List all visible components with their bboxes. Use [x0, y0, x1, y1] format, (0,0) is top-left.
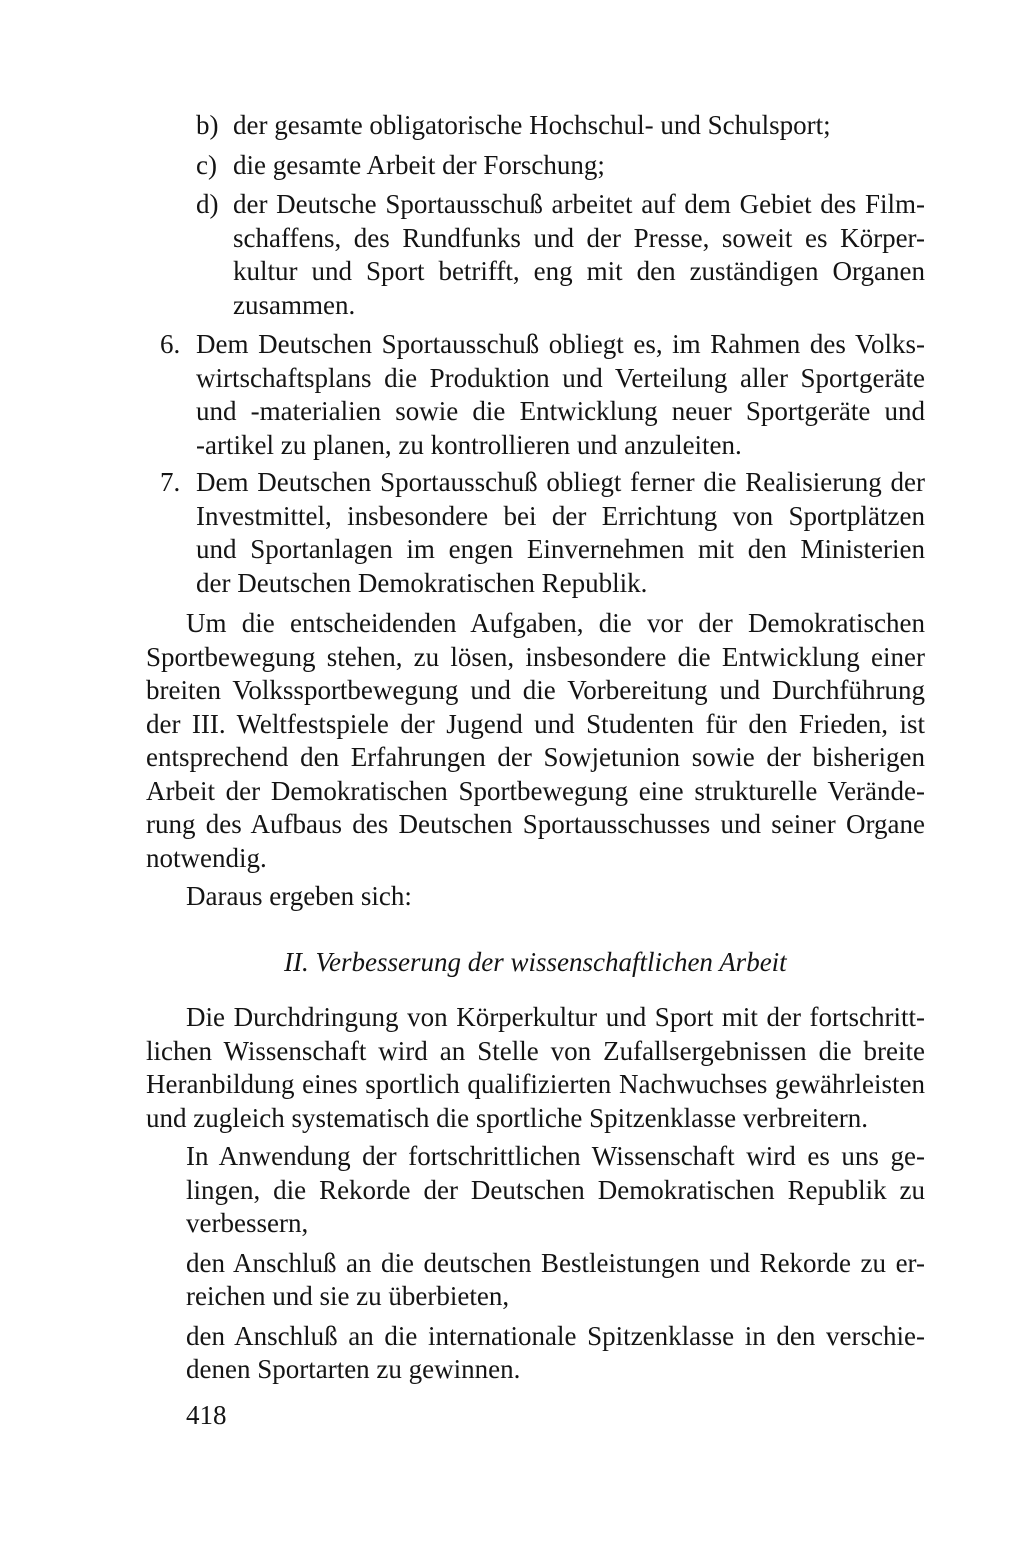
- list-d-line-3: kultur und Sport betrifft, eng mit den zuständigen Organen: [233, 256, 925, 286]
- para3-line-1: Die Durchdringung von Körperkultur und Sport mit der fortschritt-: [186, 1002, 925, 1032]
- item-6-line-4: -artikel zu planen, zu kontrollieren und anzuleiten.: [196, 430, 742, 460]
- list-d-line-2: schaffens, des Rundfunks und der Presse, soweit es Körper-: [233, 223, 925, 253]
- item-6-line-2: wirtschaftsplans die Produktion und Verteilung aller Sportgeräte: [196, 363, 925, 393]
- list-label-b: b): [196, 110, 219, 140]
- item-7-line-4: der Deutschen Demokratischen Republik.: [196, 568, 648, 598]
- section-heading: II. Verbesserung der wissenschaftlichen Arbeit: [284, 947, 787, 977]
- list-text-c: die gesamte Arbeit der Forschung;: [233, 150, 605, 180]
- list-d-line-1: der Deutsche Sportausschuß arbeitet auf dem Gebiet des Film-: [233, 189, 925, 219]
- para2: Daraus ergeben sich:: [186, 881, 412, 911]
- para1-line-2: Sportbewegung stehen, zu lösen, insbesondere die Entwicklung einer: [146, 642, 925, 672]
- para5-line-1: den Anschluß an die deutschen Bestleistungen und Rekorde zu er-: [186, 1248, 925, 1278]
- para4-line-1: In Anwendung der fortschrittlichen Wissenschaft wird es uns ge-: [186, 1141, 925, 1171]
- para1-line-3: breiten Volkssportbewegung und die Vorbereitung und Durchführung: [146, 675, 925, 705]
- para1-line-7: rung des Aufbaus des Deutschen Sportausschusses und seiner Organe: [146, 809, 925, 839]
- para4-line-2: lingen, die Rekorde der Deutschen Demokratischen Republik zu: [186, 1175, 925, 1205]
- item-6-line-3: und -materialien sowie die Entwicklung neuer Sportgeräte und: [196, 396, 925, 426]
- list-label-c: c): [196, 150, 217, 180]
- para1-line-8: notwendig.: [146, 843, 267, 873]
- item-7-line-3: und Sportanlagen im engen Einvernehmen mit den Ministerien: [196, 534, 925, 564]
- item-number-6: 6.: [160, 329, 181, 359]
- para1-line-1: Um die entscheidenden Aufgaben, die vor der Demokratischen: [186, 608, 925, 638]
- para3-line-2: lichen Wissenschaft wird an Stelle von Zufallsergebnissen die breite: [146, 1036, 925, 1066]
- para1-line-5: entsprechend den Erfahrungen der Sowjetunion sowie der bisherigen: [146, 742, 925, 772]
- list-label-d: d): [196, 189, 219, 219]
- para3-line-3: Heranbildung eines sportlich qualifizierten Nachwuchses gewährleisten: [146, 1069, 925, 1099]
- item-7-line-1: Dem Deutschen Sportausschuß obliegt ferner die Realisierung der: [196, 467, 925, 497]
- item-6-line-1: Dem Deutschen Sportausschuß obliegt es, im Rahmen des Volks-: [196, 329, 925, 359]
- para6-line-2: denen Sportarten zu gewinnen.: [186, 1354, 521, 1384]
- para3-line-4: und zugleich systematisch die sportliche Spitzenklasse verbreitern.: [146, 1103, 869, 1133]
- page-number: 418: [186, 1400, 227, 1430]
- para1-line-4: der III. Weltfestspiele der Jugend und Studenten für den Frieden, ist: [146, 709, 925, 739]
- list-d-line-4: zusammen.: [233, 290, 356, 320]
- item-number-7: 7.: [160, 467, 181, 497]
- item-7-line-2: Investmittel, insbesondere bei der Errichtung von Sportplätzen: [196, 501, 925, 531]
- para4-line-3: verbessern,: [186, 1208, 309, 1238]
- para5-line-2: reichen und sie zu überbieten,: [186, 1281, 510, 1311]
- para1-line-6: Arbeit der Demokratischen Sportbewegung eine strukturelle Verände-: [146, 776, 925, 806]
- para6-line-1: den Anschluß an die internationale Spitzenklasse in den verschie-: [186, 1321, 925, 1351]
- list-text-b: der gesamte obligatorische Hochschul- und Schulsport;: [233, 110, 831, 140]
